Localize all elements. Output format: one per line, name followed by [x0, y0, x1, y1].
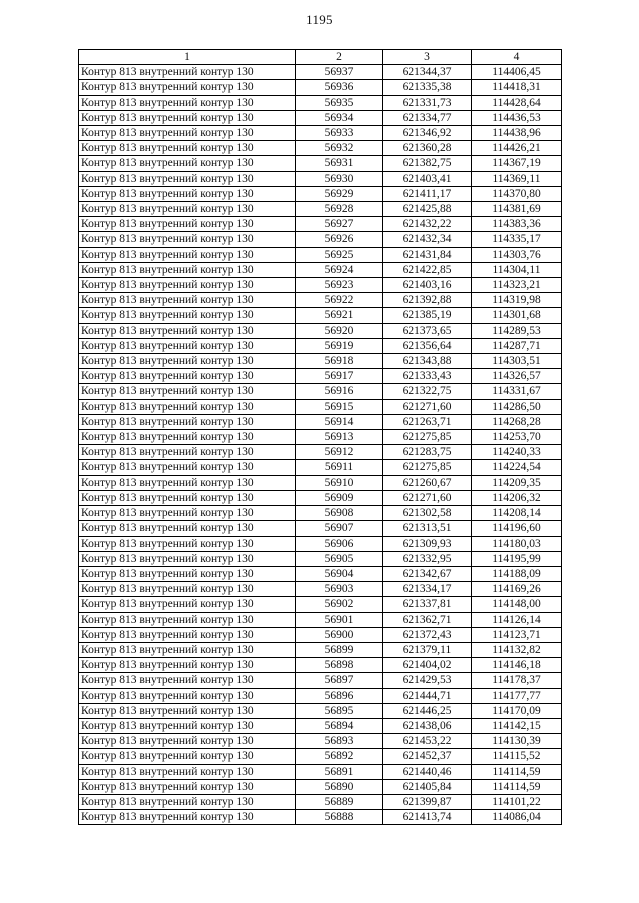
contour-name-cell: Контур 813 внутренний контур 130 [79, 308, 296, 323]
x-coordinate-cell: 621379,11 [383, 642, 472, 657]
x-coordinate-cell: 621404,02 [383, 658, 472, 673]
table-row [79, 734, 562, 749]
y-coordinate-cell: 114178,37 [472, 673, 562, 688]
x-coordinate-cell: 621405,84 [383, 779, 472, 794]
y-coordinate-cell: 114406,45 [472, 65, 562, 80]
x-coordinate-cell: 621309,93 [383, 536, 472, 551]
contour-name-cell: Контур 813 внутренний контур 130 [79, 217, 296, 232]
y-coordinate-cell: 114303,76 [472, 247, 562, 262]
contour-name-cell: Контур 813 внутренний контур 130 [79, 232, 296, 247]
table-row [79, 354, 562, 369]
y-coordinate-cell: 114123,71 [472, 627, 562, 642]
y-coordinate-cell: 114436,53 [472, 110, 562, 125]
table-row [79, 262, 562, 277]
point-number-cell: 56897 [296, 673, 383, 688]
point-number-cell: 56916 [296, 384, 383, 399]
contour-name-cell: Контур 813 внутренний контур 130 [79, 80, 296, 95]
table-row [79, 779, 562, 794]
contour-name-cell: Контур 813 внутренний контур 130 [79, 673, 296, 688]
contour-name-cell: Контур 813 внутренний контур 130 [79, 764, 296, 779]
contour-name-cell: Контур 813 внутренний контур 130 [79, 794, 296, 809]
x-coordinate-cell: 621263,71 [383, 414, 472, 429]
contour-name-cell: Контур 813 внутренний контур 130 [79, 323, 296, 338]
table-row [79, 658, 562, 673]
x-coordinate-cell: 621302,58 [383, 506, 472, 521]
point-number-cell: 56899 [296, 642, 383, 657]
table-row [79, 369, 562, 384]
table-row [79, 794, 562, 809]
point-number-cell: 56934 [296, 110, 383, 125]
y-coordinate-cell: 114331,67 [472, 384, 562, 399]
contour-name-cell: Контур 813 внутренний контур 130 [79, 718, 296, 733]
table-row [79, 156, 562, 171]
point-number-cell: 56901 [296, 612, 383, 627]
contour-name-cell: Контур 813 внутренний контур 130 [79, 430, 296, 445]
y-coordinate-cell: 114130,39 [472, 734, 562, 749]
y-coordinate-cell: 114418,31 [472, 80, 562, 95]
y-coordinate-cell: 114177,77 [472, 688, 562, 703]
contour-name-cell: Контур 813 внутренний контур 130 [79, 293, 296, 308]
table-row [79, 217, 562, 232]
x-coordinate-cell: 621275,85 [383, 430, 472, 445]
y-coordinate-cell: 114180,03 [472, 536, 562, 551]
table-row [79, 612, 562, 627]
table-row [79, 323, 562, 338]
y-coordinate-cell: 114303,51 [472, 354, 562, 369]
y-coordinate-cell: 114146,18 [472, 658, 562, 673]
contour-name-cell: Контур 813 внутренний контур 130 [79, 612, 296, 627]
point-number-cell: 56930 [296, 171, 383, 186]
point-number-cell: 56902 [296, 597, 383, 612]
table-row [79, 171, 562, 186]
contour-name-cell: Контур 813 внутренний контур 130 [79, 627, 296, 642]
table-header-row [79, 50, 562, 65]
x-coordinate-cell: 621333,43 [383, 369, 472, 384]
contour-name-cell: Контур 813 внутренний контур 130 [79, 445, 296, 460]
column-header-2: 2 [296, 50, 383, 65]
point-number-cell: 56905 [296, 551, 383, 566]
x-coordinate-cell: 621260,67 [383, 475, 472, 490]
point-number-cell: 56896 [296, 688, 383, 703]
point-number-cell: 56908 [296, 506, 383, 521]
contour-name-cell: Контур 813 внутренний контур 130 [79, 582, 296, 597]
point-number-cell: 56917 [296, 369, 383, 384]
x-coordinate-cell: 621399,87 [383, 794, 472, 809]
point-number-cell: 56913 [296, 430, 383, 445]
x-coordinate-cell: 621283,75 [383, 445, 472, 460]
y-coordinate-cell: 114287,71 [472, 338, 562, 353]
y-coordinate-cell: 114304,11 [472, 262, 562, 277]
contour-name-cell: Контур 813 внутренний контур 130 [79, 460, 296, 475]
x-coordinate-cell: 621356,64 [383, 338, 472, 353]
table-row [79, 202, 562, 217]
x-coordinate-cell: 621403,41 [383, 171, 472, 186]
table-row [79, 551, 562, 566]
point-number-cell: 56907 [296, 521, 383, 536]
table-row [79, 384, 562, 399]
point-number-cell: 56937 [296, 65, 383, 80]
table-row [79, 673, 562, 688]
x-coordinate-cell: 621432,34 [383, 232, 472, 247]
point-number-cell: 56924 [296, 262, 383, 277]
point-number-cell: 56909 [296, 490, 383, 505]
point-number-cell: 56921 [296, 308, 383, 323]
y-coordinate-cell: 114206,32 [472, 490, 562, 505]
y-coordinate-cell: 114101,22 [472, 794, 562, 809]
point-number-cell: 56888 [296, 810, 383, 825]
contour-name-cell: Контур 813 внутренний контур 130 [79, 642, 296, 657]
coordinates-table [78, 49, 562, 825]
contour-name-cell: Контур 813 внутренний контур 130 [79, 95, 296, 110]
contour-name-cell: Контур 813 внутренний контур 130 [79, 278, 296, 293]
point-number-cell: 56904 [296, 566, 383, 581]
contour-name-cell: Контур 813 внутренний контур 130 [79, 536, 296, 551]
table-row [79, 582, 562, 597]
y-coordinate-cell: 114114,59 [472, 764, 562, 779]
y-coordinate-cell: 114126,14 [472, 612, 562, 627]
y-coordinate-cell: 114335,17 [472, 232, 562, 247]
table-row [79, 810, 562, 825]
x-coordinate-cell: 621453,22 [383, 734, 472, 749]
contour-name-cell: Контур 813 внутренний контур 130 [79, 810, 296, 825]
x-coordinate-cell: 621432,22 [383, 217, 472, 232]
table-row [79, 597, 562, 612]
contour-name-cell: Контур 813 внутренний контур 130 [79, 186, 296, 201]
x-coordinate-cell: 621372,43 [383, 627, 472, 642]
point-number-cell: 56932 [296, 141, 383, 156]
table-row [79, 506, 562, 521]
point-number-cell: 56927 [296, 217, 383, 232]
point-number-cell: 56912 [296, 445, 383, 460]
y-coordinate-cell: 114132,82 [472, 642, 562, 657]
x-coordinate-cell: 621411,17 [383, 186, 472, 201]
point-number-cell: 56910 [296, 475, 383, 490]
y-coordinate-cell: 114367,19 [472, 156, 562, 171]
x-coordinate-cell: 621335,38 [383, 80, 472, 95]
column-header-4: 4 [472, 50, 562, 65]
table-row [79, 475, 562, 490]
table-row [79, 126, 562, 141]
y-coordinate-cell: 114115,52 [472, 749, 562, 764]
contour-name-cell: Контур 813 внутренний контур 130 [79, 688, 296, 703]
y-coordinate-cell: 114142,15 [472, 718, 562, 733]
table-row [79, 445, 562, 460]
x-coordinate-cell: 621275,85 [383, 460, 472, 475]
point-number-cell: 56903 [296, 582, 383, 597]
contour-name-cell: Контур 813 внутренний контур 130 [79, 749, 296, 764]
table-row [79, 95, 562, 110]
y-coordinate-cell: 114286,50 [472, 399, 562, 414]
table-row [79, 749, 562, 764]
y-coordinate-cell: 114289,53 [472, 323, 562, 338]
table-row [79, 65, 562, 80]
table-row [79, 232, 562, 247]
x-coordinate-cell: 621346,92 [383, 126, 472, 141]
contour-name-cell: Контур 813 внутренний контур 130 [79, 779, 296, 794]
x-coordinate-cell: 621271,60 [383, 490, 472, 505]
point-number-cell: 56892 [296, 749, 383, 764]
x-coordinate-cell: 621344,37 [383, 65, 472, 80]
x-coordinate-cell: 621440,46 [383, 764, 472, 779]
contour-name-cell: Контур 813 внутренний контур 130 [79, 551, 296, 566]
x-coordinate-cell: 621444,71 [383, 688, 472, 703]
x-coordinate-cell: 621452,37 [383, 749, 472, 764]
column-header-1: 1 [79, 50, 296, 65]
table-row [79, 308, 562, 323]
point-number-cell: 56920 [296, 323, 383, 338]
contour-name-cell: Контур 813 внутренний контур 130 [79, 566, 296, 581]
y-coordinate-cell: 114369,11 [472, 171, 562, 186]
x-coordinate-cell: 621342,67 [383, 566, 472, 581]
point-number-cell: 56919 [296, 338, 383, 353]
table-row [79, 521, 562, 536]
table-row [79, 338, 562, 353]
y-coordinate-cell: 114426,21 [472, 141, 562, 156]
contour-name-cell: Контур 813 внутренний контур 130 [79, 126, 296, 141]
contour-name-cell: Контур 813 внутренний контур 130 [79, 597, 296, 612]
table-row [79, 703, 562, 718]
y-coordinate-cell: 114170,09 [472, 703, 562, 718]
page-number: 1195 [306, 12, 333, 27]
y-coordinate-cell: 114240,33 [472, 445, 562, 460]
table-row [79, 430, 562, 445]
x-coordinate-cell: 621337,81 [383, 597, 472, 612]
y-coordinate-cell: 114323,21 [472, 278, 562, 293]
point-number-cell: 56906 [296, 536, 383, 551]
contour-name-cell: Контур 813 внутренний контур 130 [79, 171, 296, 186]
point-number-cell: 56891 [296, 764, 383, 779]
x-coordinate-cell: 621422,85 [383, 262, 472, 277]
x-coordinate-cell: 621332,95 [383, 551, 472, 566]
y-coordinate-cell: 114268,28 [472, 414, 562, 429]
y-coordinate-cell: 114301,68 [472, 308, 562, 323]
point-number-cell: 56895 [296, 703, 383, 718]
contour-name-cell: Контур 813 внутренний контур 130 [79, 110, 296, 125]
point-number-cell: 56936 [296, 80, 383, 95]
contour-name-cell: Контур 813 внутренний контур 130 [79, 475, 296, 490]
contour-name-cell: Контур 813 внутренний контур 130 [79, 384, 296, 399]
point-number-cell: 56890 [296, 779, 383, 794]
table-row [79, 399, 562, 414]
point-number-cell: 56928 [296, 202, 383, 217]
point-number-cell: 56900 [296, 627, 383, 642]
contour-name-cell: Контур 813 внутренний контур 130 [79, 734, 296, 749]
point-number-cell: 56914 [296, 414, 383, 429]
y-coordinate-cell: 114114,59 [472, 779, 562, 794]
table-row [79, 764, 562, 779]
contour-name-cell: Контур 813 внутренний контур 130 [79, 247, 296, 262]
y-coordinate-cell: 114196,60 [472, 521, 562, 536]
point-number-cell: 56894 [296, 718, 383, 733]
contour-name-cell: Контур 813 внутренний контур 130 [79, 65, 296, 80]
table-row [79, 642, 562, 657]
contour-name-cell: Контур 813 внутренний контур 130 [79, 703, 296, 718]
point-number-cell: 56918 [296, 354, 383, 369]
point-number-cell: 56925 [296, 247, 383, 262]
y-coordinate-cell: 114438,96 [472, 126, 562, 141]
x-coordinate-cell: 621373,65 [383, 323, 472, 338]
x-coordinate-cell: 621429,53 [383, 673, 472, 688]
x-coordinate-cell: 621343,88 [383, 354, 472, 369]
x-coordinate-cell: 621334,17 [383, 582, 472, 597]
point-number-cell: 56923 [296, 278, 383, 293]
contour-name-cell: Контур 813 внутренний контур 130 [79, 354, 296, 369]
y-coordinate-cell: 114326,57 [472, 369, 562, 384]
table-row [79, 536, 562, 551]
y-coordinate-cell: 114195,99 [472, 551, 562, 566]
point-number-cell: 56926 [296, 232, 383, 247]
point-number-cell: 56911 [296, 460, 383, 475]
x-coordinate-cell: 621360,28 [383, 141, 472, 156]
x-coordinate-cell: 621403,16 [383, 278, 472, 293]
x-coordinate-cell: 621438,06 [383, 718, 472, 733]
table-row [79, 247, 562, 262]
contour-name-cell: Контур 813 внутренний контур 130 [79, 141, 296, 156]
table-row [79, 566, 562, 581]
contour-name-cell: Контур 813 внутренний контур 130 [79, 369, 296, 384]
contour-name-cell: Контур 813 внутренний контур 130 [79, 506, 296, 521]
y-coordinate-cell: 114224,54 [472, 460, 562, 475]
table-row [79, 186, 562, 201]
table-body [79, 65, 562, 825]
y-coordinate-cell: 114086,04 [472, 810, 562, 825]
table-row [79, 490, 562, 505]
table-row [79, 293, 562, 308]
x-coordinate-cell: 621392,88 [383, 293, 472, 308]
point-number-cell: 56931 [296, 156, 383, 171]
point-number-cell: 56933 [296, 126, 383, 141]
table-row [79, 80, 562, 95]
x-coordinate-cell: 621331,73 [383, 95, 472, 110]
y-coordinate-cell: 114253,70 [472, 430, 562, 445]
contour-name-cell: Контур 813 внутренний контур 130 [79, 658, 296, 673]
table-row [79, 110, 562, 125]
contour-name-cell: Контур 813 внутренний контур 130 [79, 490, 296, 505]
y-coordinate-cell: 114148,00 [472, 597, 562, 612]
contour-name-cell: Контур 813 внутренний контур 130 [79, 202, 296, 217]
point-number-cell: 56935 [296, 95, 383, 110]
y-coordinate-cell: 114209,35 [472, 475, 562, 490]
x-coordinate-cell: 621385,19 [383, 308, 472, 323]
point-number-cell: 56889 [296, 794, 383, 809]
table-row [79, 414, 562, 429]
contour-name-cell: Контур 813 внутренний контур 130 [79, 338, 296, 353]
contour-name-cell: Контур 813 внутренний контур 130 [79, 521, 296, 536]
table-row [79, 688, 562, 703]
y-coordinate-cell: 114169,26 [472, 582, 562, 597]
y-coordinate-cell: 114383,36 [472, 217, 562, 232]
x-coordinate-cell: 621382,75 [383, 156, 472, 171]
contour-name-cell: Контур 813 внутренний контур 130 [79, 262, 296, 277]
x-coordinate-cell: 621362,71 [383, 612, 472, 627]
contour-name-cell: Контур 813 внутренний контур 130 [79, 414, 296, 429]
point-number-cell: 56922 [296, 293, 383, 308]
table-row [79, 718, 562, 733]
point-number-cell: 56898 [296, 658, 383, 673]
y-coordinate-cell: 114188,09 [472, 566, 562, 581]
point-number-cell: 56929 [296, 186, 383, 201]
column-header-3: 3 [383, 50, 472, 65]
x-coordinate-cell: 621334,77 [383, 110, 472, 125]
table-row [79, 627, 562, 642]
y-coordinate-cell: 114381,69 [472, 202, 562, 217]
point-number-cell: 56893 [296, 734, 383, 749]
contour-name-cell: Контур 813 внутренний контур 130 [79, 156, 296, 171]
x-coordinate-cell: 621446,25 [383, 703, 472, 718]
table-row [79, 460, 562, 475]
y-coordinate-cell: 114208,14 [472, 506, 562, 521]
y-coordinate-cell: 114370,80 [472, 186, 562, 201]
x-coordinate-cell: 621425,88 [383, 202, 472, 217]
x-coordinate-cell: 621431,84 [383, 247, 472, 262]
contour-name-cell: Контур 813 внутренний контур 130 [79, 399, 296, 414]
x-coordinate-cell: 621271,60 [383, 399, 472, 414]
point-number-cell: 56915 [296, 399, 383, 414]
y-coordinate-cell: 114428,64 [472, 95, 562, 110]
x-coordinate-cell: 621313,51 [383, 521, 472, 536]
x-coordinate-cell: 621413,74 [383, 810, 472, 825]
y-coordinate-cell: 114319,98 [472, 293, 562, 308]
table-row [79, 278, 562, 293]
table-row [79, 141, 562, 156]
x-coordinate-cell: 621322,75 [383, 384, 472, 399]
